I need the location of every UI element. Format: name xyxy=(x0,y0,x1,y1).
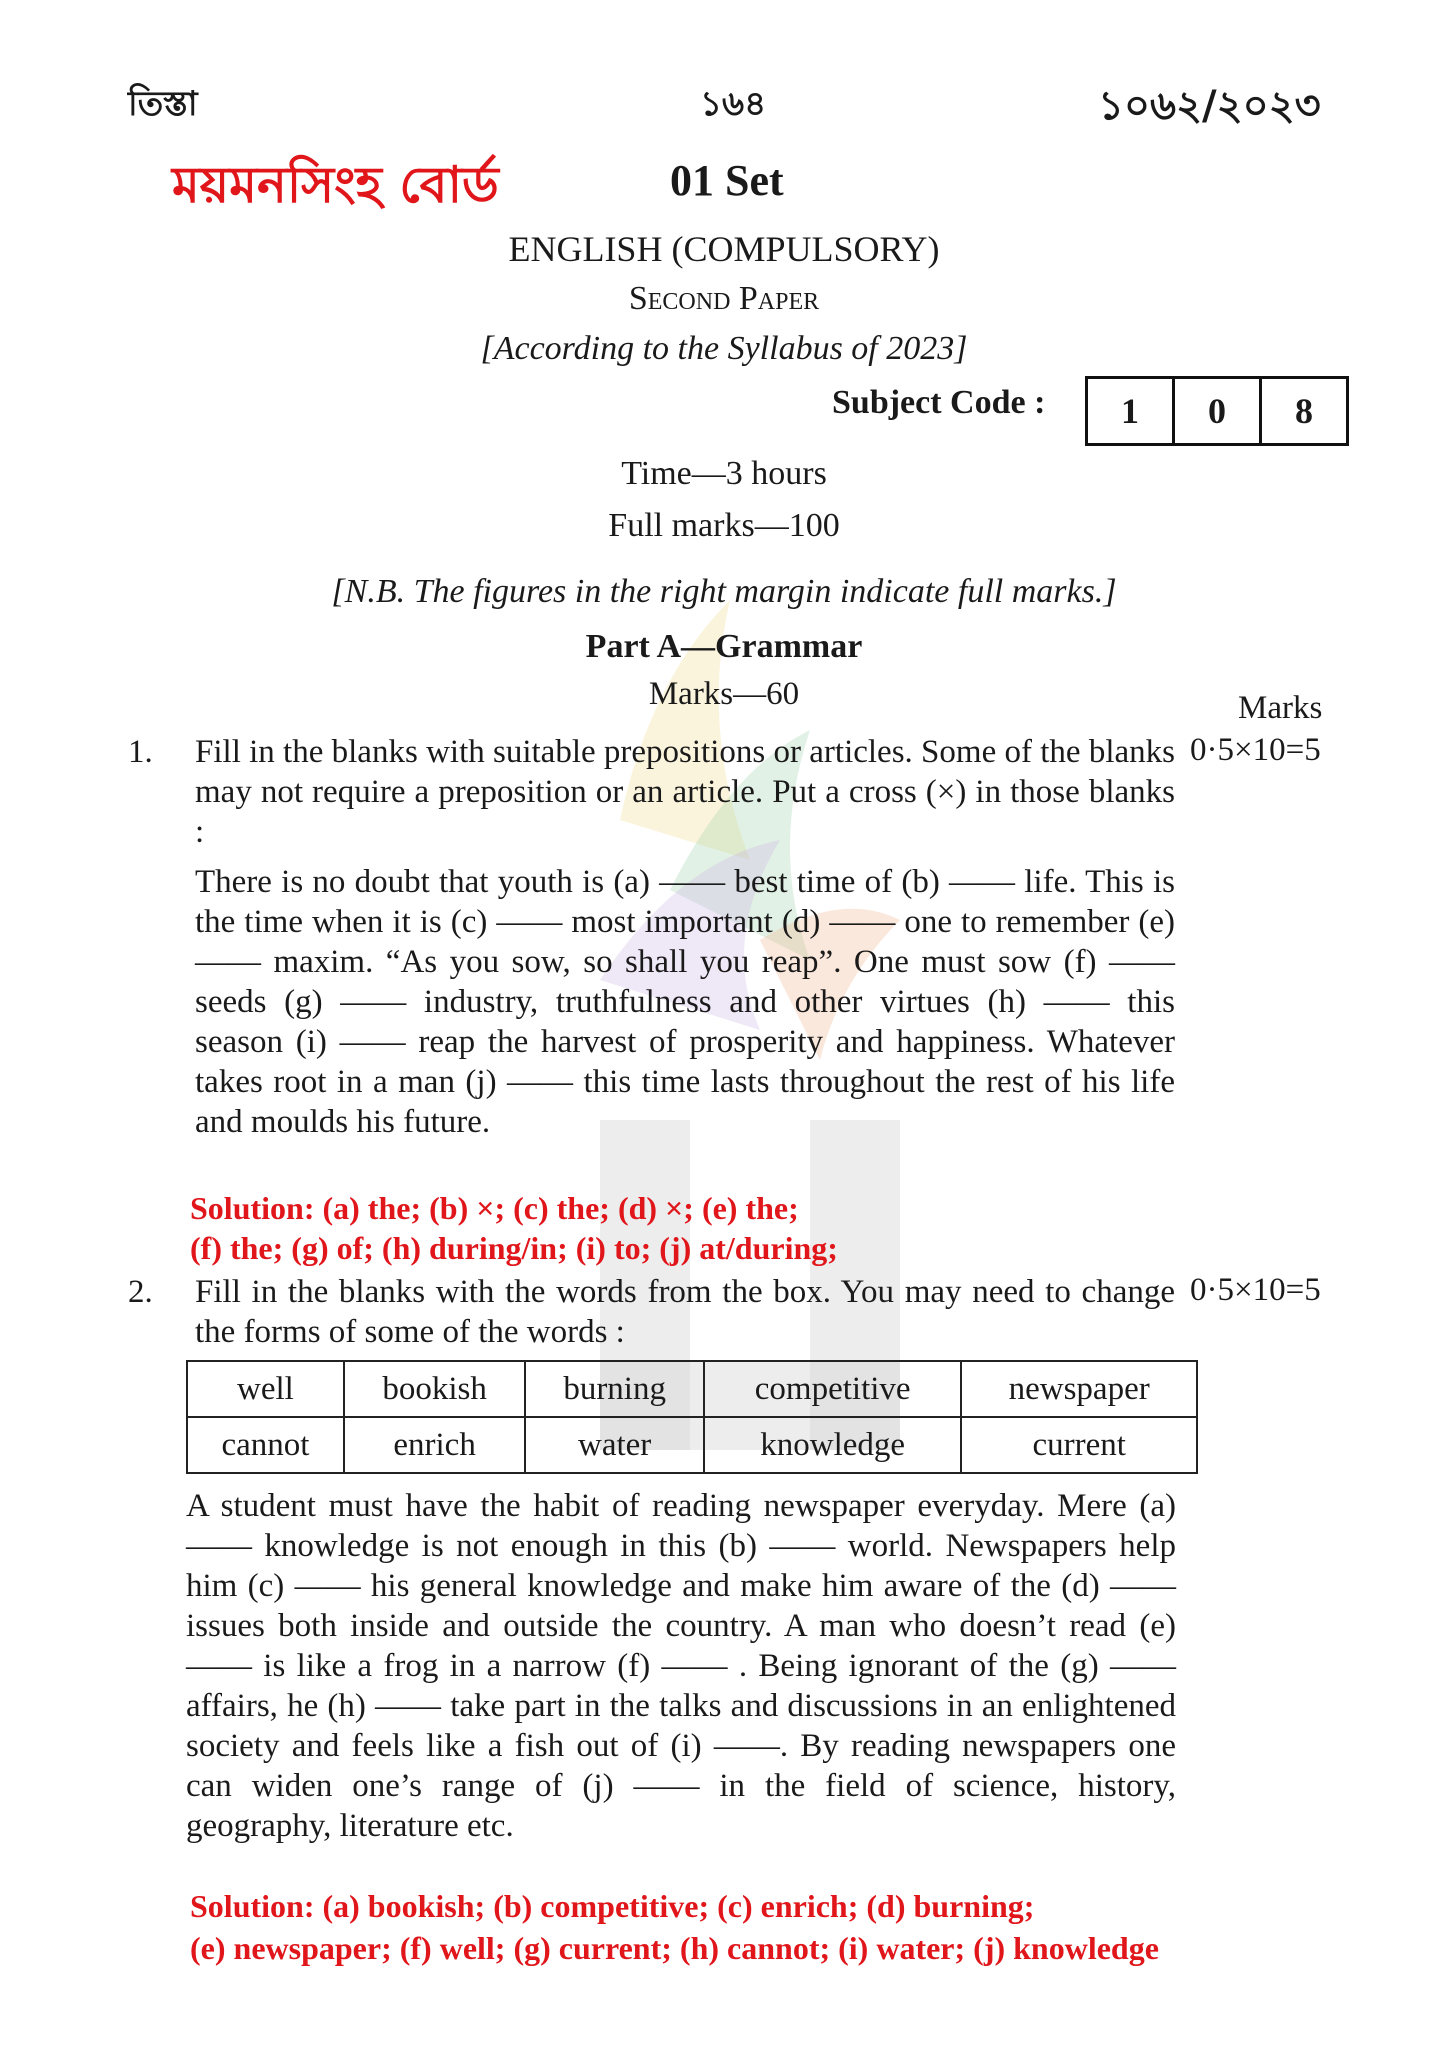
question-number: 1. xyxy=(128,734,153,770)
question-marks: 0·5×10=5 xyxy=(1190,732,1321,768)
word-cell: burning xyxy=(525,1361,704,1417)
table-row xyxy=(187,1417,1197,1473)
word-cell: competitive xyxy=(704,1361,961,1417)
part-title: Part A—Grammar xyxy=(585,628,863,665)
question-marks: 0·5×10=5 xyxy=(1190,1272,1321,1308)
paper-title: Second Paper xyxy=(628,280,820,317)
question-instruction: Fill in the blanks with the words from the box. You may need to change the forms of some of the words : xyxy=(195,1274,1175,1350)
subject-code-digit: 1 xyxy=(1088,379,1175,443)
subject-code-digit: 8 xyxy=(1295,391,1313,431)
subject-code-label: Subject Code : xyxy=(832,384,1046,421)
time-line: Time—3 hours xyxy=(621,455,827,492)
syllabus-note: [According to the Syllabus of 2023] xyxy=(480,330,968,367)
word-cell: newspaper xyxy=(961,1361,1197,1417)
part-marks: Marks—60 xyxy=(648,676,800,712)
page-number: ১৬৪ xyxy=(700,84,767,124)
question-passage: A student must have the habit of reading newspaper everyday. Mere (a) —— knowledge is not enough in this (b) —— world. Newspapers help him (c) —— his general knowledge and make him aware of the (d) —— issues both inside and outside the country. A man who doesn’t read (e) —— is like a frog in a narrow (f) —— . Being ignorant of the (g) —— affairs, he (h) —— take part in the talks and discussions in an enlightened society and feels like a fish out of (i) ——. By reading newspapers one can widen one’s range of (j) —— in the field of science, history, geography, literature etc. xyxy=(186,1488,1176,1844)
word-box-table xyxy=(186,1360,1198,1474)
word-cell: bookish xyxy=(344,1361,525,1417)
solution-line: Solution: (a) bookish; (b) competitive; (c) enrich; (d) burning; xyxy=(190,1888,1035,1924)
solution-line: Solution: (a) the; (b) ×; (c) the; (d) ×; (e) the; xyxy=(190,1190,799,1226)
word-cell: well xyxy=(187,1361,344,1417)
question-instruction: Fill in the blanks with suitable prepositions or articles. Some of the blanks may not require a preposition or an article. Put a cross (×) in those blanks : xyxy=(195,734,1175,850)
question-code: ১০৬২/২০২৩ xyxy=(1098,83,1321,129)
word-cell: current xyxy=(961,1417,1197,1473)
marks-heading: Marks xyxy=(1238,690,1323,726)
question-number: 2. xyxy=(128,1274,153,1310)
nb-note: [N.B. The figures in the right margin indicate full marks.] xyxy=(331,573,1117,610)
subject-title: ENGLISH (COMPULSORY) xyxy=(508,229,940,269)
question-passage: There is no doubt that youth is (a) —— best time of (b) —— life. This is the time when it is (c) —— most important (d) —— one to remember (e) —— maxim. “As you sow, so shall you reap”. One must sow (f) —— seeds (g) —— industry, truthfulness and other virtues (h) —— this season (i) —— reap the harvest of prosperity and happiness. Whatever takes root in a man (j) —— this time lasts throughout the rest of his life and moulds his future. xyxy=(195,864,1175,1140)
word-cell: water xyxy=(525,1417,704,1473)
subject-code-digit: 0 xyxy=(1175,379,1262,443)
subject-code-box xyxy=(1085,376,1349,446)
full-marks-line: Full marks—100 xyxy=(608,507,840,544)
word-cell: knowledge xyxy=(704,1417,961,1473)
word-cell: enrich xyxy=(344,1417,525,1473)
solution-line: (f) the; (g) of; (h) during/in; (i) to; (j) at/during; xyxy=(190,1230,838,1266)
header-left-text: তিস্তা xyxy=(128,84,198,124)
word-cell: cannot xyxy=(187,1417,344,1473)
table-row xyxy=(187,1361,1197,1417)
solution-line: (e) newspaper; (f) well; (g) current; (h) cannot; (i) water; (j) knowledge xyxy=(190,1930,1159,1966)
board-name: ময়মনসিংহ বোর্ড xyxy=(172,156,499,214)
set-label: 01 Set xyxy=(670,156,784,205)
